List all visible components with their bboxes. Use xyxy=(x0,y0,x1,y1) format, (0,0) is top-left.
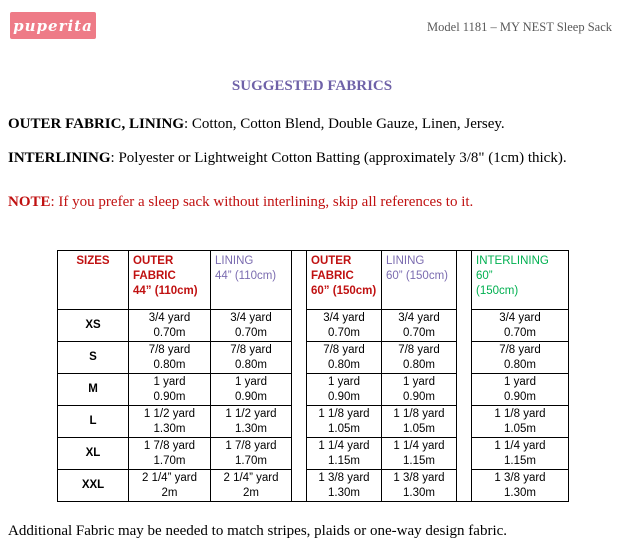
value-cell xyxy=(211,342,292,374)
value-line: 0.90m xyxy=(403,390,435,403)
value-line: 7/8 yard xyxy=(230,343,272,356)
value-line: 3/4 yard xyxy=(398,311,440,324)
value-line: 1 1/2 yard xyxy=(143,407,196,420)
value-line: 3/4 yard xyxy=(499,311,541,324)
header-line: (150cm) xyxy=(476,285,519,297)
value-line: 1.30m xyxy=(328,486,360,499)
value-line: 1 1/8 yard xyxy=(318,407,370,420)
value-line: 3/4 yard xyxy=(148,311,191,324)
header-line: LINING xyxy=(215,255,254,267)
value-line: 0.70m xyxy=(403,326,435,339)
value-cell xyxy=(382,310,457,342)
header-line: 60” (150cm) xyxy=(386,270,448,282)
value-line: 1 yard xyxy=(504,375,536,388)
table-row xyxy=(58,310,569,342)
value-line: 1.70m xyxy=(153,454,186,467)
spacer-cell xyxy=(292,438,307,470)
value-cell xyxy=(307,374,382,406)
header-line: LINING xyxy=(386,255,425,267)
value-line: 0.70m xyxy=(235,326,267,339)
value-cell xyxy=(129,374,211,406)
document-title: Model 1181 – MY NEST Sleep Sack xyxy=(427,20,612,34)
value-line: 1.30m xyxy=(504,486,536,499)
spacer-cell xyxy=(292,310,307,342)
value-line: 1 7/8 yard xyxy=(143,439,196,452)
table-header-row xyxy=(58,251,569,310)
fabric-table xyxy=(57,250,569,502)
spacer-cell xyxy=(457,374,472,406)
value-cell xyxy=(472,470,569,502)
value-line: 1 3/8 yard xyxy=(494,471,546,484)
size-cell: S xyxy=(58,342,129,374)
spacer-cell xyxy=(457,406,472,438)
outer-fabric-label: OUTER FABRIC, LINING xyxy=(8,116,184,132)
value-line: 1.70m xyxy=(235,454,267,467)
header-line: OUTER xyxy=(311,255,352,267)
spacer-cell xyxy=(292,470,307,502)
value-cell xyxy=(382,470,457,502)
value-cell xyxy=(307,310,382,342)
value-line: 1 yard xyxy=(403,375,435,388)
value-cell xyxy=(382,406,457,438)
value-cell xyxy=(211,438,292,470)
value-line: 7/8 yard xyxy=(148,343,191,356)
value-cell xyxy=(307,438,382,470)
value-cell xyxy=(129,438,211,470)
value-cell xyxy=(382,374,457,406)
value-line: 0.80m xyxy=(235,358,267,371)
value-line: 7/8 yard xyxy=(499,343,541,356)
header-line: 44” (110cm) xyxy=(215,270,277,282)
header-line: FABRIC xyxy=(311,270,354,282)
value-line: 1.15m xyxy=(328,454,360,467)
value-line: 2 1/4” yard xyxy=(223,471,279,484)
value-line: 1 3/8 yard xyxy=(393,471,445,484)
note-label: NOTE xyxy=(8,194,51,210)
spacer-cell xyxy=(457,438,472,470)
table-header-outer-fabric-44 xyxy=(129,251,211,310)
table-header-interlining-60 xyxy=(472,251,569,310)
spacer-cell xyxy=(457,310,472,342)
value-cell xyxy=(129,342,211,374)
header-line: 60” xyxy=(476,270,493,282)
table-header-sizes: SIZES xyxy=(58,251,129,310)
header-line: INTERLINING xyxy=(476,255,549,267)
size-cell: XL xyxy=(58,438,129,470)
note-text: : If you prefer a sleep sack without interlining, skip all references to it. xyxy=(50,194,474,210)
value-cell xyxy=(129,470,211,502)
size-cell: L xyxy=(58,406,129,438)
value-cell xyxy=(382,342,457,374)
value-line: 0.80m xyxy=(153,358,186,371)
value-line: 1 1/8 yard xyxy=(494,407,546,420)
value-line: 0.70m xyxy=(328,326,360,339)
table-row xyxy=(58,438,569,470)
value-line: 0.80m xyxy=(403,358,435,371)
value-line: 1 1/4 yard xyxy=(318,439,370,452)
footer-note: Additional Fabric may be needed to match stripes, plaids or one-way design fabric. xyxy=(8,523,508,539)
value-line: 0.90m xyxy=(328,390,360,403)
size-cell: XS xyxy=(58,310,129,342)
value-cell xyxy=(211,374,292,406)
value-line: 1 3/8 yard xyxy=(318,471,370,484)
value-cell xyxy=(129,406,211,438)
spacer-cell xyxy=(457,470,472,502)
value-cell xyxy=(472,342,569,374)
value-line: 7/8 yard xyxy=(323,343,365,356)
table-header-lining-44 xyxy=(211,251,292,310)
value-line: 0.80m xyxy=(504,358,536,371)
table-header-outer-fabric-60 xyxy=(307,251,382,310)
value-cell xyxy=(472,374,569,406)
outer-fabric-paragraph xyxy=(8,116,614,133)
value-line: 0.90m xyxy=(153,390,186,403)
value-cell xyxy=(129,310,211,342)
value-cell xyxy=(472,438,569,470)
size-cell: M xyxy=(58,374,129,406)
table-row xyxy=(58,470,569,502)
value-line: 7/8 yard xyxy=(398,343,440,356)
spacer-cell xyxy=(292,406,307,438)
value-cell xyxy=(472,406,569,438)
spacer-cell xyxy=(457,251,472,310)
spacer-cell xyxy=(457,342,472,374)
table-row xyxy=(58,342,569,374)
section-heading: SUGGESTED FABRICS xyxy=(231,78,393,94)
brand-logo: puperita xyxy=(10,12,96,39)
value-line: 1.05m xyxy=(328,422,360,435)
value-line: 0.90m xyxy=(504,390,536,403)
value-line: 0.90m xyxy=(235,390,267,403)
value-line: 1 yard xyxy=(328,375,360,388)
spacer-cell xyxy=(292,251,307,310)
value-cell xyxy=(211,310,292,342)
value-line: 1.05m xyxy=(403,422,435,435)
value-cell xyxy=(307,406,382,438)
value-line: 1.30m xyxy=(153,422,186,435)
value-line: 3/4 yard xyxy=(323,311,365,324)
value-line: 0.70m xyxy=(504,326,536,339)
value-line: 1.30m xyxy=(235,422,267,435)
value-line: 1 7/8 yard xyxy=(225,439,277,452)
table-header-lining-60 xyxy=(382,251,457,310)
value-line: 2m xyxy=(243,486,259,499)
value-cell xyxy=(472,310,569,342)
value-line: 1.05m xyxy=(504,422,536,435)
interlining-paragraph xyxy=(8,150,614,167)
value-line: 1 1/4 yard xyxy=(393,439,445,452)
value-cell xyxy=(307,470,382,502)
table-row xyxy=(58,374,569,406)
header-line: FABRIC xyxy=(133,270,176,282)
value-cell xyxy=(382,438,457,470)
interlining-text: : Polyester or Lightweight Cotton Batting (approximately 3/8" (1cm) thick). xyxy=(110,150,567,166)
value-cell xyxy=(211,406,292,438)
value-line: 1 yard xyxy=(235,375,267,388)
spacer-cell xyxy=(292,342,307,374)
value-line: 0.80m xyxy=(328,358,360,371)
fabric-requirements-table xyxy=(57,250,569,502)
header-line: 60” (150cm) xyxy=(311,285,377,297)
value-line: 1.30m xyxy=(403,486,435,499)
value-line: 1 1/4 yard xyxy=(494,439,546,452)
value-line: 2 1/4” yard xyxy=(142,471,197,484)
value-line: 2m xyxy=(161,486,178,499)
header-line: OUTER xyxy=(133,255,174,267)
value-line: 1 1/2 yard xyxy=(225,407,277,420)
table-row xyxy=(58,406,569,438)
size-cell: XXL xyxy=(58,470,129,502)
spacer-cell xyxy=(292,374,307,406)
value-line: 0.70m xyxy=(153,326,186,339)
value-line: 1 yard xyxy=(153,375,186,388)
value-line: 1.15m xyxy=(504,454,536,467)
interlining-label: INTERLINING xyxy=(8,150,111,166)
note-paragraph xyxy=(8,194,614,211)
value-line: 3/4 yard xyxy=(230,311,272,324)
value-cell xyxy=(211,470,292,502)
value-cell xyxy=(307,342,382,374)
header-line: 44” (110cm) xyxy=(133,285,198,297)
value-line: 1 1/8 yard xyxy=(393,407,445,420)
value-line: 1.15m xyxy=(403,454,435,467)
outer-fabric-text: : Cotton, Cotton Blend, Double Gauze, Linen, Jersey. xyxy=(184,116,505,132)
